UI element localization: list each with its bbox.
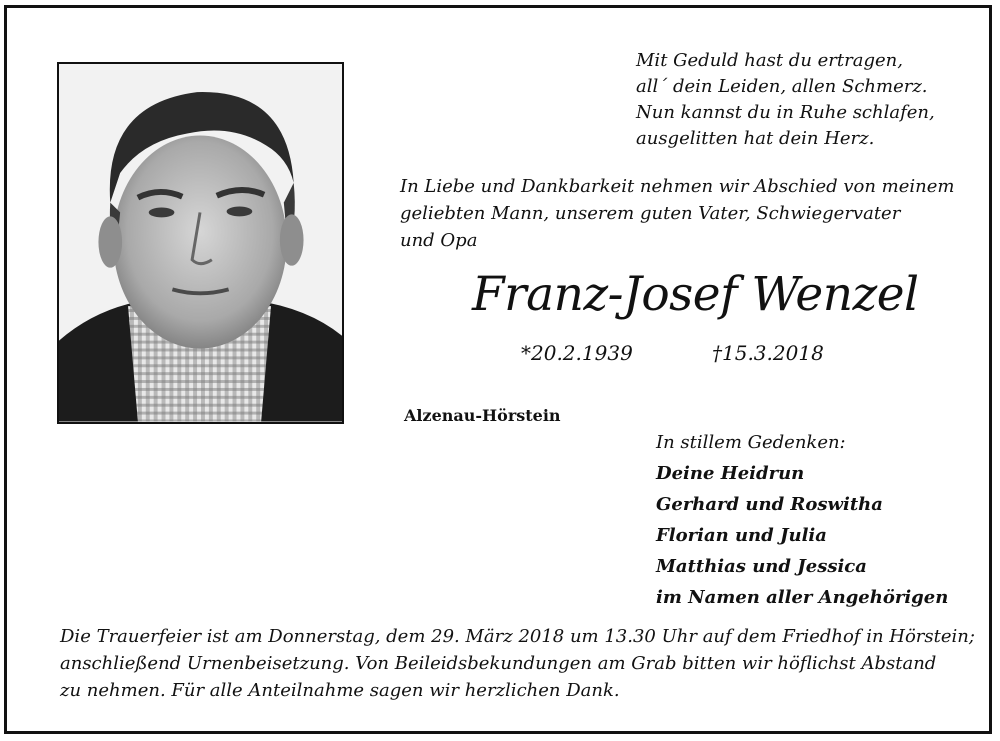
funeral-notice <box>60 623 975 704</box>
poem-verse <box>636 48 935 152</box>
mourner-name: Deine Heidrun <box>656 463 805 484</box>
mourners-header: In stillem Gedenken: <box>656 432 846 453</box>
portrait-photo <box>57 62 344 424</box>
mourner-name: im Namen aller Angehörigen <box>656 587 949 608</box>
poem-line: ausgelitten hat dein Herz. <box>636 128 875 149</box>
intro-text <box>400 173 954 254</box>
birth-date: *20.2.1939 <box>521 341 633 365</box>
death-date: †15.3.2018 <box>712 341 824 365</box>
mourner-name: Gerhard und Roswitha <box>656 494 883 515</box>
mourner-name: Florian und Julia <box>656 525 827 546</box>
poem-line: Nun kannst du in Ruhe schlafen, <box>636 102 935 123</box>
intro-line: In Liebe und Dankbarkeit nehmen wir Abschied von meinem <box>400 176 955 197</box>
place-name: Alzenau-Hörstein <box>404 406 561 425</box>
footer-line: anschließend Urnenbeisetzung. Von Beileidsbekundungen am Grab bitten wir höflichst Abstand <box>60 653 937 674</box>
footer-line: zu nehmen. Für alle Anteilnahme sagen wir herzlichen Dank. <box>60 680 620 701</box>
mourners-block <box>656 427 948 613</box>
footer-line: Die Trauerfeier ist am Donnerstag, dem 29. März 2018 um 13.30 Uhr auf dem Friedhof in Hörstein; <box>60 626 975 647</box>
intro-line: geliebten Mann, unserem guten Vater, Schwiegervater <box>400 203 901 224</box>
intro-line: und Opa <box>400 230 478 251</box>
poem-line: Mit Geduld hast du ertragen, <box>636 50 903 71</box>
deceased-name: Franz-Josef Wenzel <box>472 267 919 322</box>
poem-line: all´ dein Leiden, allen Schmerz. <box>636 76 928 97</box>
mourner-name: Matthias und Jessica <box>656 556 867 577</box>
